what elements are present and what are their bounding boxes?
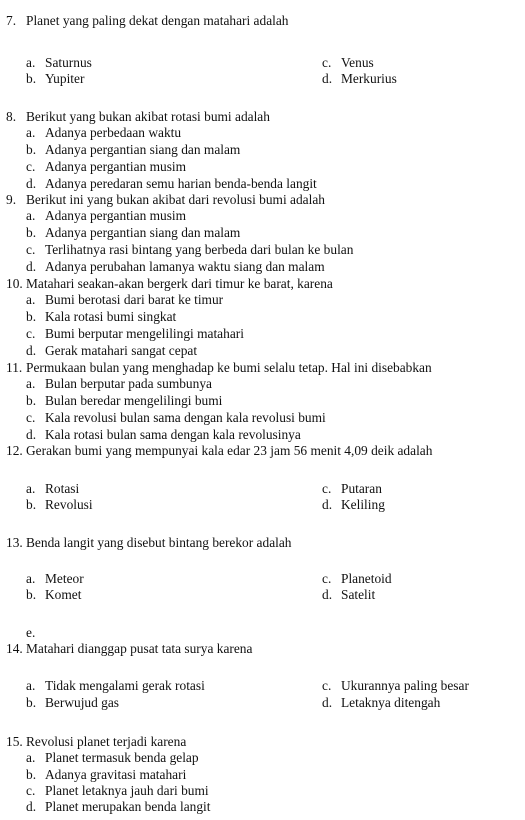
question-text: Gerakan bumi yang mempunyai kala edar 23 jam 56 menit 4,09 deik adalah [26, 443, 433, 458]
question-number: 14. [6, 641, 23, 656]
option-a: a. Bulan berputar pada sumbunya [26, 376, 212, 391]
question-number: 12. [6, 443, 23, 458]
option-b: b. Yupiter [26, 71, 85, 86]
option-c: c. Kala revolusi bulan sama dengan kala revolusi bumi [26, 410, 326, 425]
option-c: c. Planet letaknya jauh dari bumi [26, 783, 209, 798]
option-a: a. Saturnus [26, 55, 92, 70]
question-text: Planet yang paling dekat dengan matahari adalah [26, 13, 289, 28]
option-c: c. Ukurannya paling besar [322, 678, 469, 693]
option-d: d. Planet merupakan benda langit [26, 799, 211, 814]
option-c: c. Adanya pergantian musim [26, 159, 187, 174]
question-number: 7. [6, 13, 17, 28]
question-12 [6, 443, 432, 459]
question-number: 10. [6, 276, 23, 291]
question-number: 13. [6, 535, 23, 550]
option-d: d. Merkurius [322, 71, 397, 86]
question-text: Permukaan bulan yang menghadap ke bumi selalu tetap. Hal ini disebabkan [26, 360, 432, 375]
option-c: c. Planetoid [322, 571, 392, 586]
option-d: d. Keliling [322, 497, 385, 512]
question-text: Matahari dianggap pusat tata surya karena [26, 641, 253, 656]
option-b: b. Adanya pergantian siang dan malam [26, 225, 241, 240]
question-number: 15. [6, 734, 23, 749]
option-d: d. Kala rotasi bulan sama dengan kala revolusinya [26, 427, 301, 442]
option-e: e. [26, 625, 36, 640]
option-a: a. Tidak mengalami gerak rotasi [26, 678, 205, 693]
option-a: a. Meteor [26, 571, 84, 586]
option-d: d. Satelit [322, 587, 376, 602]
option-d: d. Adanya perubahan lamanya waktu siang dan malam [26, 259, 325, 274]
option-d: d. Gerak matahari sangat cepat [26, 343, 198, 358]
option-d: d. Letaknya ditengah [322, 695, 441, 710]
option-b: b. Kala rotasi bumi singkat [26, 309, 177, 324]
question-text: Berikut ini yang bukan akibat dari revolusi bumi adalah [26, 192, 325, 207]
question-10 [6, 276, 333, 292]
option-a: a. Planet termasuk benda gelap [26, 750, 199, 765]
option-b: b. Bulan beredar mengelilingi bumi [26, 393, 223, 408]
option-a: a. Bumi berotasi dari barat ke timur [26, 292, 224, 307]
option-a: a. Adanya pergantian musim [26, 208, 187, 223]
option-c: c. Putaran [322, 481, 382, 496]
option-d: d. Adanya peredaran semu harian benda-benda langit [26, 176, 317, 191]
option-c: c. Terlihatnya rasi bintang yang berbeda dari bulan ke bulan [26, 242, 354, 257]
question-13 [6, 535, 292, 551]
option-c: c. Venus [322, 55, 374, 70]
option-a: a. Adanya perbedaan waktu [26, 125, 182, 140]
question-text: Matahari seakan-akan bergerk dari timur ke barat, karena [26, 276, 333, 291]
question-8 [6, 109, 270, 125]
option-b: b. Berwujud gas [26, 695, 120, 710]
option-b: b. Komet [26, 587, 82, 602]
question-text: Revolusi planet terjadi karena [26, 734, 187, 749]
question-text: Benda langit yang disebut bintang berekor adalah [26, 535, 292, 550]
question-number: 11. [6, 360, 23, 375]
question-7 [6, 13, 289, 29]
question-number: 8. [6, 109, 17, 124]
question-number: 9. [6, 192, 17, 207]
question-11 [6, 360, 432, 376]
question-9 [6, 192, 325, 208]
option-b: b. Adanya pergantian siang dan malam [26, 142, 241, 157]
option-b: b. Revolusi [26, 497, 93, 512]
option-c: c. Bumi berputar mengelilingi matahari [26, 326, 244, 341]
question-15 [6, 734, 186, 750]
option-b: b. Adanya gravitasi matahari [26, 767, 187, 782]
question-14 [6, 641, 252, 657]
question-text: Berikut yang bukan akibat rotasi bumi adalah [26, 109, 270, 124]
option-a: a. Rotasi [26, 481, 80, 496]
